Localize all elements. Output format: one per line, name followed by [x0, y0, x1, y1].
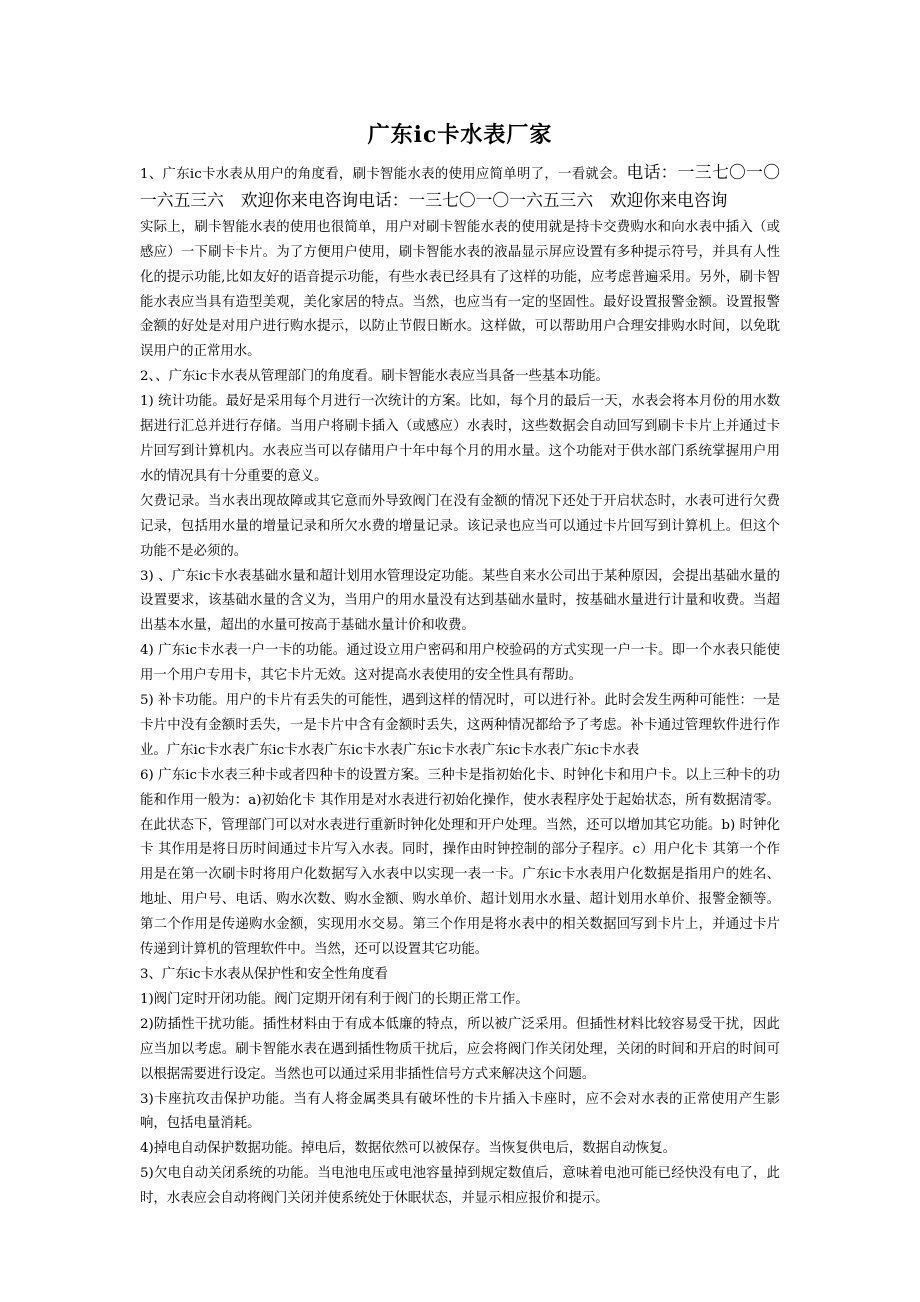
- paragraph-14: 4)掉电自动保护数据功能。掉电后，数据依然可以被保存。当恢复供电后，数据自动恢复。: [140, 1141, 676, 1157]
- document-body: [140, 160, 780, 1212]
- paragraph-8: 5) 补卡功能。用户的卡片有丢失的可能性，遇到这样的情况时，可以进行补。此时会发生两种可能性：一是卡片中没有金额时丢失，一是卡片中含有金额时丢失，这两种情况都给予了考虑。补卡通过管理软件进行作业。广东ic卡水表广东ic卡水表广东ic卡水表广东ic卡水表广东ic卡水表广东ic卡水表: [140, 693, 780, 758]
- paragraph-12: 2)防插性干扰功能。插性材料由于有成本低廉的特点，所以被广泛采用。但插性材料比较容易受干扰，因此应当加以考虑。刷卡智能水表在遇到插性物质干扰后，应会将阀门作关闭处理，关闭的时间和开启的时间可以根据需要进行设定。当然也可以通过采用非插性信号方式来解决这个问题。: [140, 1016, 780, 1082]
- paragraph-15: 5)欠电自动关闭系统的功能。当电池电压或电池容量掉到规定数值后，意味着电池可能已经快没有电了，此时，水表应会自动将阀门关闭并使系统处于休眠状态，并显示相应报价和提示。: [140, 1166, 780, 1207]
- phone-contact-text: 电话：一三七〇一〇一六五三六 欢迎你来电咨询电话：一三七〇一〇一六五三六 欢迎你来电咨询: [140, 162, 780, 210]
- paragraph-5: 欠费记录。当水表出现故障或其它意而外导致阀门在没有金额的情况下还处于开启状态时，水表可进行欠费记录，包括用水量的增量记录和所欠水费的增量记录。该记录也应当可以通过卡片回写到计算机上。但这个功能不是必须的。: [140, 493, 780, 559]
- paragraph-1-text: 1、广东ic卡水表从用户的角度看，刷卡智能水表的使用应简单明了，一看就会。: [140, 167, 627, 182]
- paragraph-4: 1) 统计功能。最好是采用每个月进行一次统计的方案。比如，每个月的最后一天，水表会将本月份的用水数据进行汇总并进行存储。当用户将刷卡插入（或感应）水表时，这些数据会自动回写到刷卡卡片上并通过卡片回写到计算机内。水表应当可以存储用户十年中每个月的用水量。这个功能对于供水部门系统掌握用户用水的情况具有十分重要的意义。: [140, 394, 780, 484]
- paragraph-7: 4) 广东ic卡水表一户一卡的功能。通过设立用户密码和用户校验码的方式实现一户一卡。即一个水表只能使用一个用户专用卡，其它卡片无效。这对提高水表使用的安全性具有帮助。: [140, 643, 780, 684]
- paragraph-6: 3) 、广东ic卡水表基础水量和超计划用水管理设定功能。某些自来水公司出于某种原因，会提出基础水量的设置要求，该基础水量的含义为，当用户的用水量没有达到基础水量时，按基础水量进行计量和收费。当超出基本水量，超出的水量可按高于基础水量计价和收费。: [140, 568, 780, 634]
- paragraph-2: 实际上，刷卡智能水表的使用也很简单，用户对刷卡智能水表的使用就是持卡交费购水和向水表中插入（或感应）一下刷卡卡片。为了方便用户使用，刷卡智能水表的液晶显示屏应设置有多种提示符号，并具有人性化的提示功能,比如友好的语音提示功能，有些水表已经具有了这样的功能，应考虑普遍采用。另外，刷卡智能水表应当具有造型美观，美化家居的特点。当然，也应当有一定的坚固性。最好设置报警金额。设置报警金额的好处是对用户进行购水提示，以防止节假日断水。这样做，可以帮助用户合理安排购水时间，以免耽误用户的正常用水。: [140, 219, 780, 360]
- paragraph-3: 2、、广东ic卡水表从管理部门的角度看。刷卡智能水表应当具备一些基本功能。: [140, 369, 609, 385]
- document-title: 广东ic卡水表厂家: [367, 122, 553, 148]
- paragraph-13: 3)卡座抗攻击保护功能。当有人将金属类具有破坏性的卡片插入卡座时，应不会对水表的正常使用产生影响，包括电量消耗。: [140, 1091, 780, 1132]
- paragraph-1: [140, 160, 780, 216]
- paragraph-9: 6) 广东ic卡水表三种卡或者四种卡的设置方案。三种卡是指初始化卡、时钟化卡和用户卡。以上三种卡的功能和作用一般为：a)初始化卡 其作用是对水表进行初始化操作，使水表程序处于起始状态，所有数据清零。在此状态下，管理部门可以对水表进行重新时钟化处理和开户处理。当然，还可以增加其它功能。b) 时钟化卡 其作用是将日历时间通过卡片写入水表。同时，操作由时钟控制的部分子程序。c）用户化卡 其第一个作用是在第一次刷卡时将用户化数据写入水表中以实现一表一卡。广东ic卡水表用户化数据是指用户的姓名、地址、用户号、电话、购水次数、购水金额、购水单价、超计划用水水量、超计划用水单价、报警金额等。第二个作用是传递购水金额，实现用水交易。第三个作用是将水表中的相关数据回写到卡片上，并通过卡片传递到计算机的管理软件中。当然，还可以设置其它功能。: [140, 767, 780, 958]
- paragraph-10: 3、广东ic卡水表从保护性和安全性角度看: [140, 967, 388, 982]
- paragraph-11: 1)阀门定时开闭功能。阀门定期开闭有利于阀门的长期正常工作。: [140, 991, 529, 1007]
